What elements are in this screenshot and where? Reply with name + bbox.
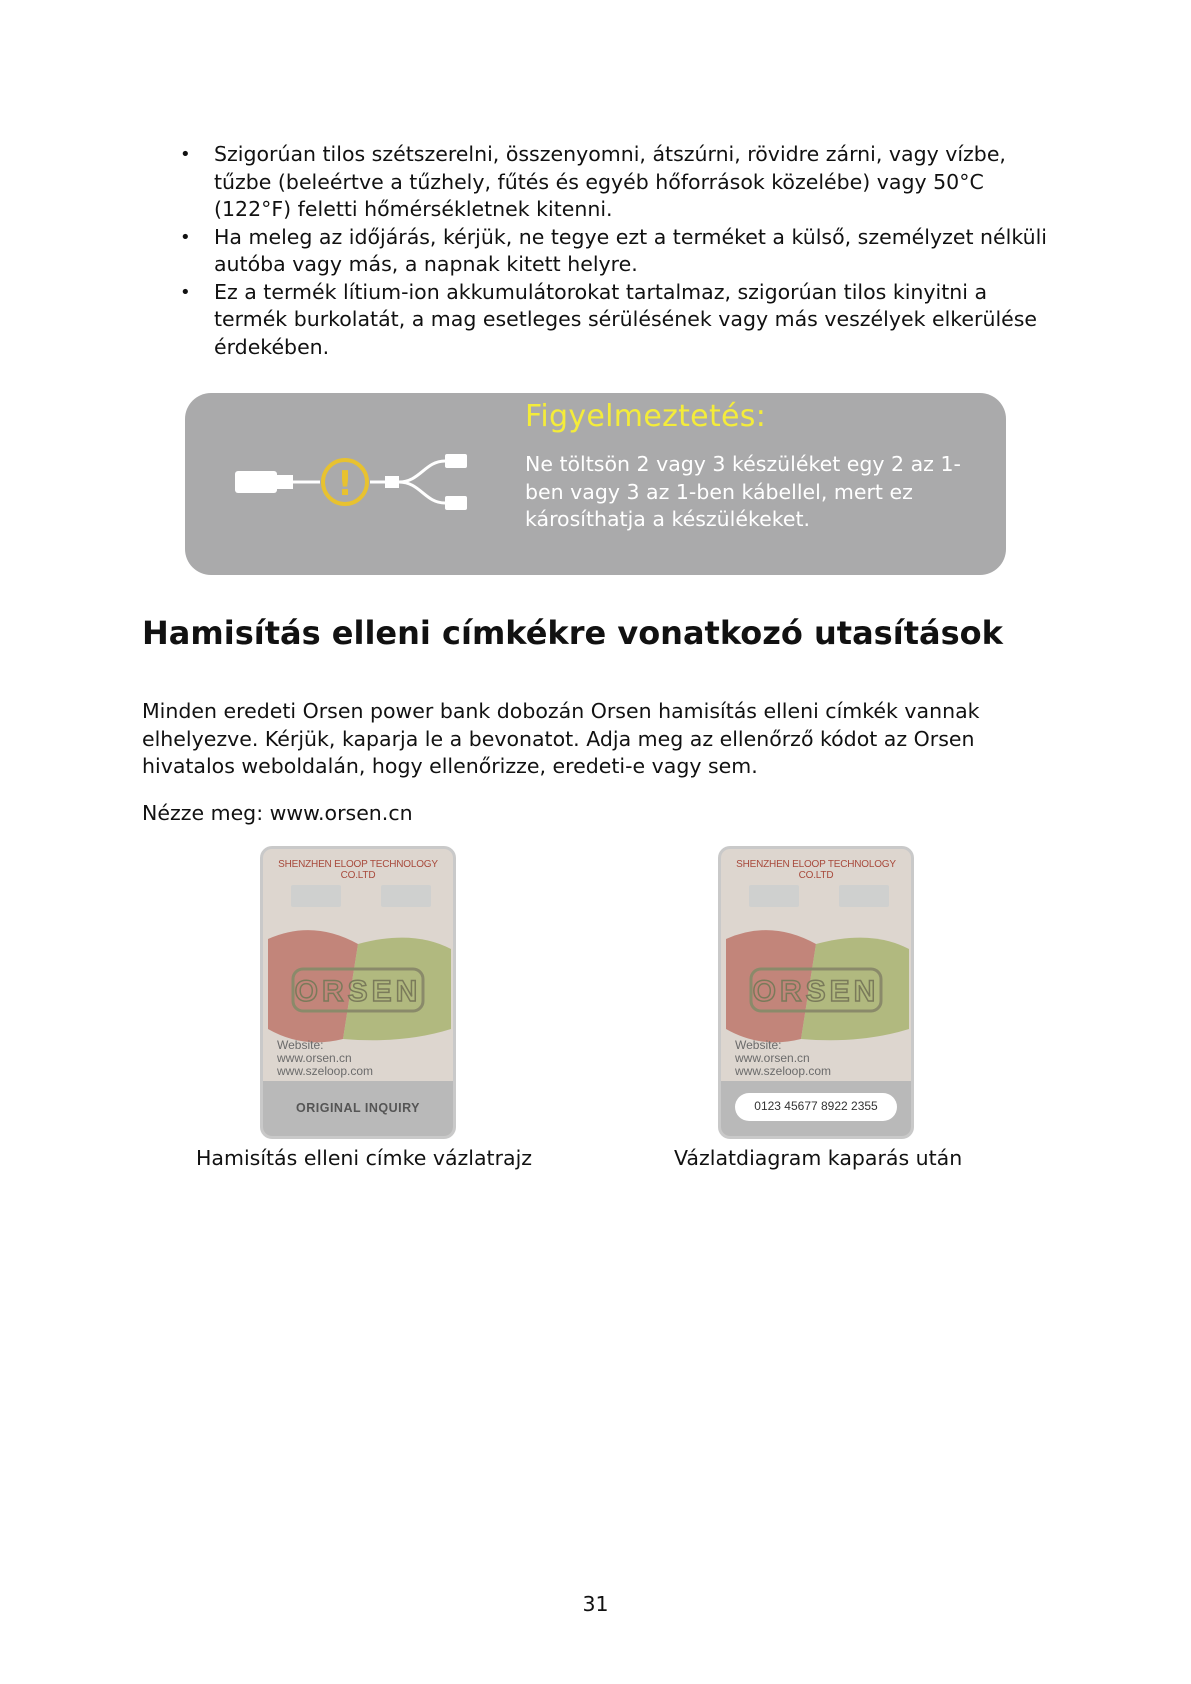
label-slot xyxy=(839,885,889,907)
website-url-2: www.szeloop.com xyxy=(277,1064,374,1078)
label-website xyxy=(277,1039,373,1078)
warning-text: Ne töltsön 2 vagy 3 készüléket egy 2 az 1-ben vagy 3 az 1-ben kábellel, mert ez károsíthatja a készülékeket. xyxy=(525,452,961,531)
original-inquiry-text: ORIGINAL INQUIRY xyxy=(296,1101,420,1115)
section-heading: Hamisítás elleni címkékre vonatkozó utasítások xyxy=(142,614,1003,652)
scratch-area xyxy=(263,1081,453,1136)
caption-left: Hamisítás elleni címke vázlatrajz xyxy=(196,1146,533,1170)
label-website xyxy=(735,1039,831,1078)
anti-counterfeit-label-unscratched xyxy=(260,846,456,1139)
page-number: 31 xyxy=(582,1592,609,1616)
label-company: SHENZHEN ELOOP TECHNOLOGY CO.LTD xyxy=(278,859,438,881)
bullet-dot: • xyxy=(180,226,191,248)
website-label: Website: xyxy=(277,1038,324,1052)
anti-counterfeit-label-scratched xyxy=(718,846,914,1139)
bullet-item xyxy=(0,279,1049,362)
bullet-dot: • xyxy=(180,281,191,303)
website-url-1: www.orsen.cn xyxy=(735,1051,810,1065)
bullet-text: Szigorúan tilos szétszerelni, összenyomni, átszúrni, rövidre zárni, vagy vízbe, tűzbe (beleértve a tűzhely, fűtés és egyéb hőforrások közelébe) vagy 50°C (122°F) feletti hőmérsékletnek kitenni. xyxy=(214,142,1006,221)
scratched-area xyxy=(721,1081,911,1136)
bullet-text: Ez a termék lítium-ion akkumulátorokat tartalmaz, szigorúan tilos kinyitni a termék burkolatát, a mag esetleges sérülésének vagy más veszélyek elkerülése érdekében. xyxy=(214,279,1038,359)
bullet-text: Ha meleg az időjárás, kérjük, ne tegye ezt a terméket a külső, személyzet nélküli autóba vagy más, a napnak kitett helyre. xyxy=(214,224,1047,276)
label-slot xyxy=(749,885,799,907)
caption-right: Vázlatdiagram kaparás után xyxy=(674,1146,963,1170)
orsen-logo: ORSEN xyxy=(752,975,880,1008)
section-paragraph: Minden eredeti Orsen power bank dobozán Orsen hamisítás elleni címkék vannak elhelyezve. Kérjük, kaparja le a bevonatot. Adja meg az ellenőrző kódot az Orsen hivatalos weboldalán, hogy ellenőrizze, eredeti-e vagy sem. xyxy=(142,699,980,778)
website-label: Website: xyxy=(735,1038,782,1052)
website-reference: Nézze meg: www.orsen.cn xyxy=(142,801,413,825)
bullet-item xyxy=(0,224,1049,279)
website-url-1: www.orsen.cn xyxy=(277,1051,352,1065)
label-slot xyxy=(381,885,431,907)
label-company: SHENZHEN ELOOP TECHNOLOGY CO.LTD xyxy=(736,859,896,881)
exclamation-icon: ! xyxy=(337,464,353,504)
warning-title: Figyelmeztetés: xyxy=(525,399,767,434)
cable-warning-icon xyxy=(225,453,475,513)
label-slot xyxy=(291,885,341,907)
verification-code-box xyxy=(735,1093,897,1121)
verification-code: 0123 45677 8922 2355 xyxy=(754,1099,878,1113)
bullet-item xyxy=(0,141,1049,224)
orsen-logo: ORSEN xyxy=(294,975,422,1008)
website-url-2: www.szeloop.com xyxy=(735,1064,832,1078)
warning-banner xyxy=(185,393,1006,575)
warning-bullet-list xyxy=(0,141,1191,361)
bullet-dot: • xyxy=(180,144,191,165)
